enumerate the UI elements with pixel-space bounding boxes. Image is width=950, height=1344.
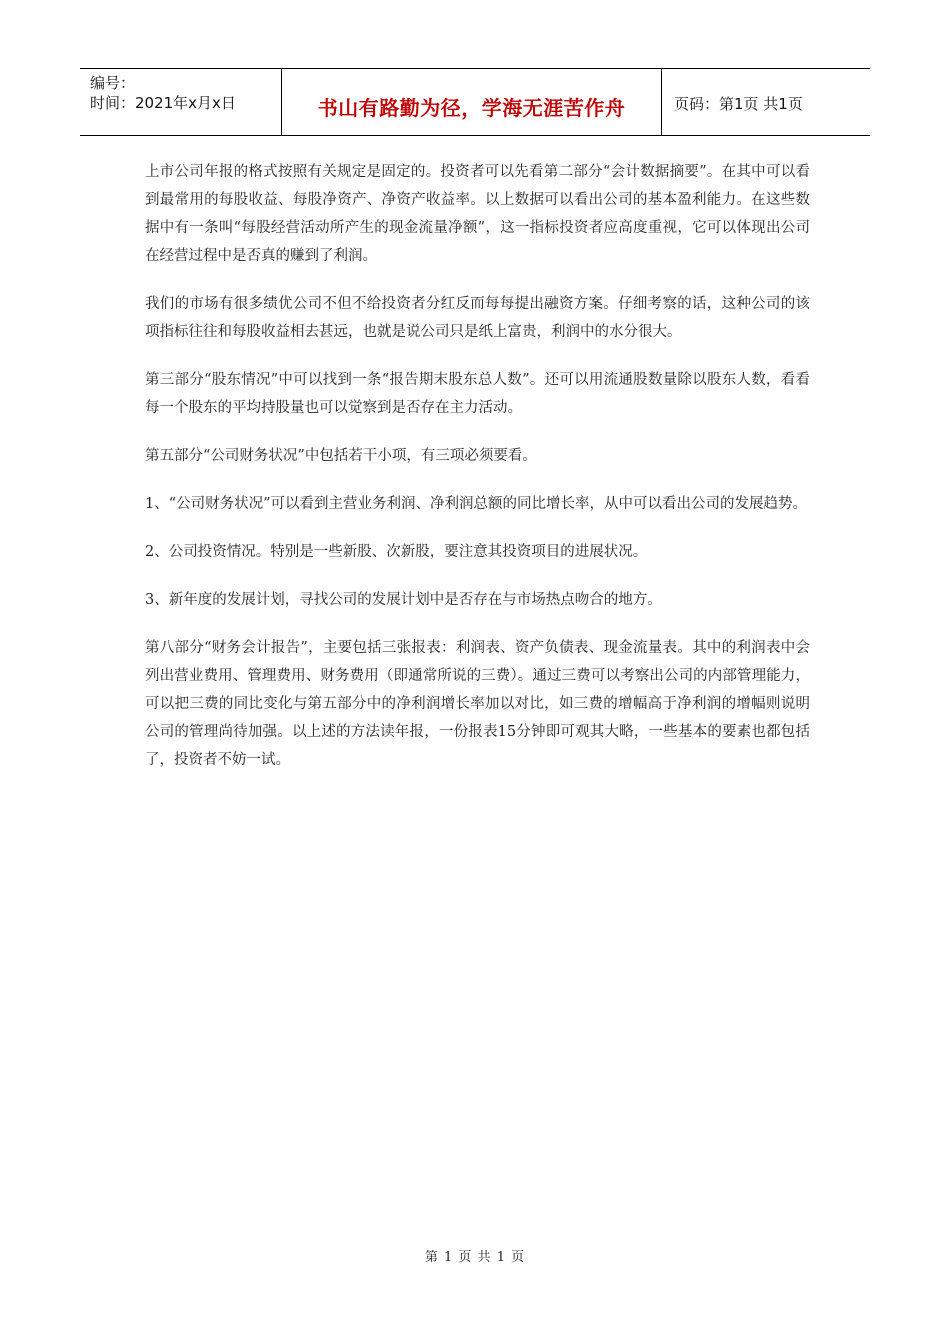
body-paragraph: 我们的市场有很多绩优公司不但不给投资者分红反而每每提出融资方案。仔细考察的话，这种公司的该项指标往往和每股收益相去甚远，也就是说公司只是纸上富贵，利润中的水分很大。 xyxy=(145,296,810,340)
footer-page-number: 第 1 页 共 1 页 xyxy=(424,1250,526,1265)
header-number-label: 编号： xyxy=(90,74,136,92)
header-motto: 书山有路勤为径，学海无涯苦作舟 xyxy=(317,95,626,120)
body-paragraph: 第八部分“财务会计报告”，主要包括三张报表：利润表、资产负债表、现金流量表。其中的利润表中会列出营业费用、管理费用、财务费用（即通常所说的三费）。通过三费可以考察出公司的内部管理能力，可以把三费的同比变化与第五部分中的净利润增长率加以对比，如三费的增幅高于净利润的增幅则说明公司的管理尚待加强。以上述的方法读年报，一份报表15分钟即可观其大略，一些基本的要素也都包括了，投资者不妨一试。 xyxy=(145,640,810,768)
body-paragraph: 第五部分“公司财务状况”中包括若干小项，有三项必须要看。 xyxy=(145,448,537,464)
document-body xyxy=(145,158,810,794)
header-page-cell xyxy=(662,69,870,135)
document-header xyxy=(80,68,870,136)
header-meta-cell xyxy=(80,69,282,135)
body-list-item: 3、新年度的发展计划，寻找公司的发展计划中是否存在与市场热点吻合的地方。 xyxy=(145,592,662,608)
body-paragraph: 第三部分“股东情况”中可以找到一条“报告期末股东总人数”。还可以用流通股数量除以股东人数，看看每一个股东的平均持股量也可以觉察到是否存在主力活动。 xyxy=(145,372,810,416)
header-page-label: 页码：第1页 共1页 xyxy=(674,94,803,113)
header-motto-cell xyxy=(282,69,662,135)
page-footer xyxy=(0,1246,950,1265)
body-list-item: 2、公司投资情况。特别是一些新股、次新股，要注意其投资项目的进展状况。 xyxy=(145,544,648,560)
body-list-item: 1、“公司财务状况”可以看到主营业务利润、净利润总额的同比增长率，从中可以看出公司的发展趋势。 xyxy=(145,496,808,512)
body-paragraph: 上市公司年报的格式按照有关规定是固定的。投资者可以先看第二部分“会计数据摘要”。在其中可以看到最常用的每股收益、每股净资产、净资产收益率。以上数据可以看出公司的基本盈利能力。在这些数据中有一条叫“每股经营活动所产生的现金流量净额”，这一指标投资者应高度重视，它可以体现出公司在经营过程中是否真的赚到了利润。 xyxy=(145,164,810,264)
header-time-label: 时间：2021年x月x日 xyxy=(90,94,236,112)
